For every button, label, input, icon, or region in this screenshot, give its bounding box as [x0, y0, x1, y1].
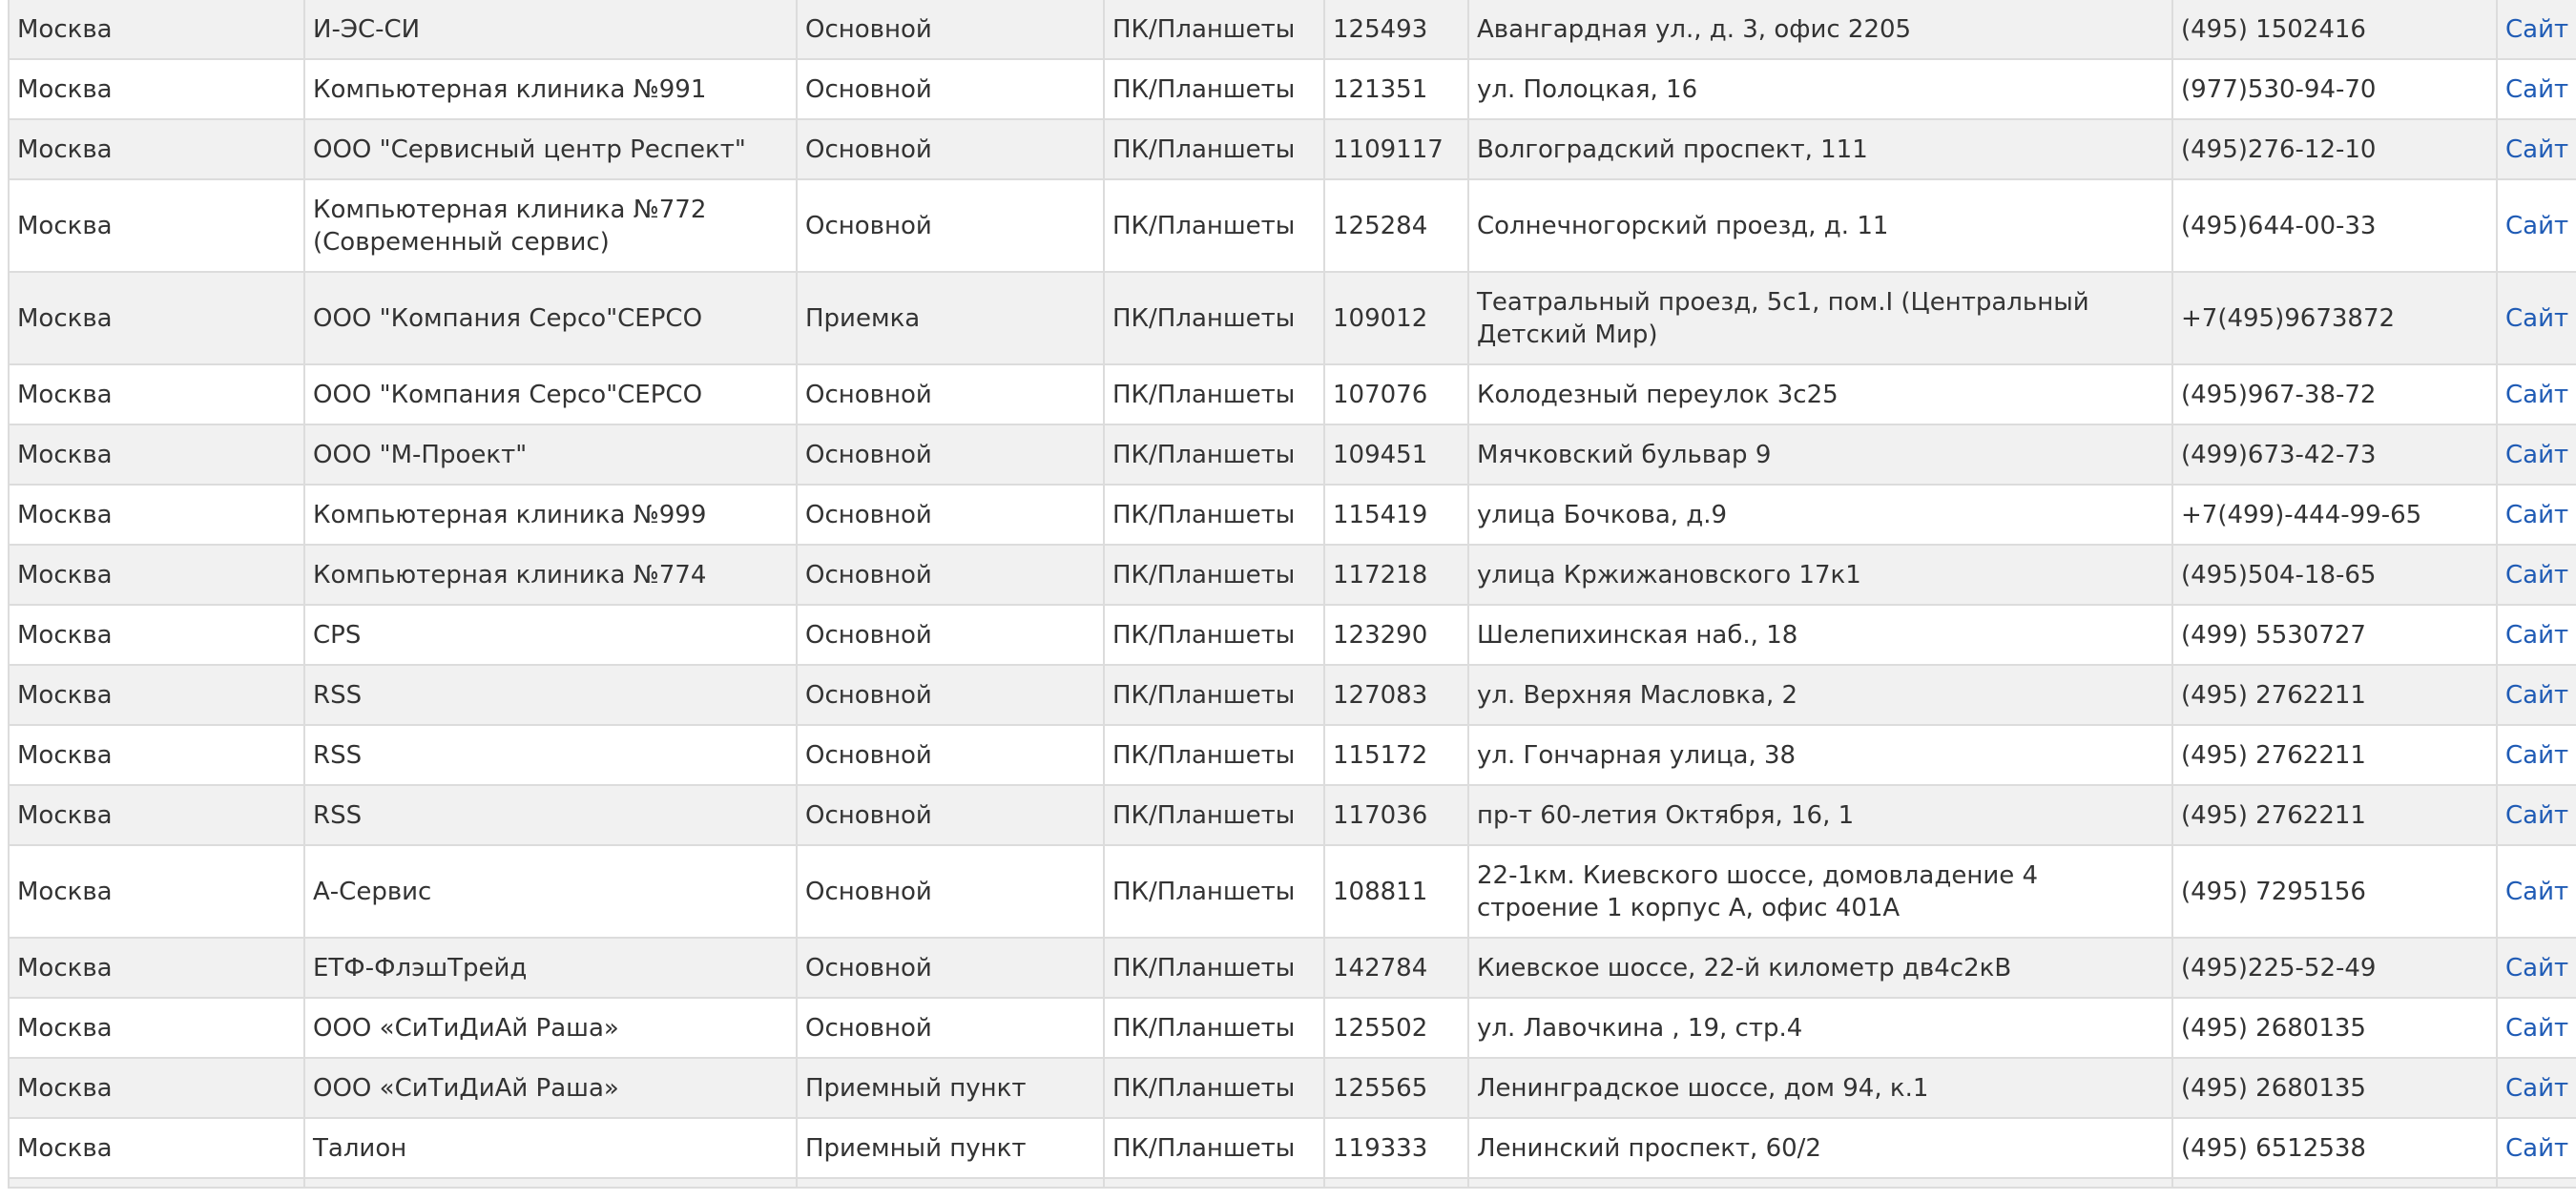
cell-service-center-name: ООО "Компания Серсо"СЕРСО: [304, 272, 797, 364]
cell-address: Солнечногорский проезд, д. 11: [1468, 179, 2172, 272]
cell-city: Москва: [9, 119, 304, 179]
site-link[interactable]: Сайт: [2505, 135, 2569, 164]
service-centers-table: [8, 0, 2576, 1189]
cell-site: [2497, 1118, 2576, 1178]
cell-postal-code: 125565: [1324, 1058, 1468, 1118]
cell-city: Москва: [9, 272, 304, 364]
cell-point-type: Основной: [797, 785, 1104, 845]
table-row: [9, 364, 2576, 424]
cell-category: ПК/Планшеты: [1104, 605, 1324, 665]
cell-postal-code: 107076: [1324, 364, 1468, 424]
cell-category: ПК/Планшеты: [1104, 119, 1324, 179]
cell-address: Киевское шоссе, 22-й километр дв4с2кВ: [1468, 938, 2172, 998]
cell-service-center-name: Компьютерная клиника №999: [304, 485, 797, 545]
cell-service-center-name: ООО "М-Проект": [304, 424, 797, 485]
cell-address: Шелепихинская наб., 18: [1468, 605, 2172, 665]
table-row: [9, 665, 2576, 725]
cell-address: 22-1км. Киевского шоссе, домовладение 4 строение 1 корпус А, офис 401А: [1468, 845, 2172, 938]
table-row: [9, 1058, 2576, 1118]
site-link[interactable]: Сайт: [2505, 1134, 2569, 1163]
cell-category: ПК/Планшеты: [1104, 424, 1324, 485]
cell-city: Москва: [9, 364, 304, 424]
cell-address: Ленинградское шоссе, дом 94, к.1: [1468, 1058, 2172, 1118]
cell-service-center-name: CPS: [304, 605, 797, 665]
cell-postal-code: 125493: [1324, 0, 1468, 59]
cell-phone: (495)504-18-65: [2172, 545, 2497, 605]
cell-site: [2497, 364, 2576, 424]
site-link[interactable]: Сайт: [2505, 304, 2569, 333]
cell-service-center-name: И-ЭС-СИ: [304, 0, 797, 59]
table-body: [9, 0, 2576, 1188]
site-link[interactable]: Сайт: [2505, 75, 2569, 104]
cell-address: улица Кржижановского 17к1: [1468, 545, 2172, 605]
partial-cell: [1104, 1178, 1324, 1188]
cell-address: ул. Лавочкина , 19, стр.4: [1468, 998, 2172, 1058]
cell-postal-code: 1109117: [1324, 119, 1468, 179]
cell-category: ПК/Планшеты: [1104, 485, 1324, 545]
partial-cell: [1324, 1178, 1468, 1188]
cell-point-type: Основной: [797, 485, 1104, 545]
partial-cell: [9, 1178, 304, 1188]
cell-category: ПК/Планшеты: [1104, 179, 1324, 272]
cell-postal-code: 127083: [1324, 665, 1468, 725]
cell-city: Москва: [9, 179, 304, 272]
cell-point-type: Основной: [797, 424, 1104, 485]
cell-point-type: Основной: [797, 845, 1104, 938]
cell-phone: +7(495)9673872: [2172, 272, 2497, 364]
cell-site: [2497, 485, 2576, 545]
cell-category: ПК/Планшеты: [1104, 938, 1324, 998]
cell-phone: (495)225-52-49: [2172, 938, 2497, 998]
cell-city: Москва: [9, 605, 304, 665]
cell-address: ул. Гончарная улица, 38: [1468, 725, 2172, 785]
cell-postal-code: 125502: [1324, 998, 1468, 1058]
partial-cell: [304, 1178, 797, 1188]
cell-category: ПК/Планшеты: [1104, 364, 1324, 424]
cell-city: Москва: [9, 1118, 304, 1178]
cell-address: пр-т 60-летия Октября, 16, 1: [1468, 785, 2172, 845]
cell-point-type: Основной: [797, 59, 1104, 119]
partial-cell: [2172, 1178, 2497, 1188]
cell-postal-code: 117218: [1324, 545, 1468, 605]
cell-city: Москва: [9, 0, 304, 59]
cell-site: [2497, 725, 2576, 785]
cell-postal-code: 125284: [1324, 179, 1468, 272]
cell-city: Москва: [9, 59, 304, 119]
cell-point-type: Основной: [797, 605, 1104, 665]
cell-site: [2497, 845, 2576, 938]
cell-category: ПК/Планшеты: [1104, 998, 1324, 1058]
service-centers-table-wrap: [8, 0, 2576, 1189]
cell-category: ПК/Планшеты: [1104, 845, 1324, 938]
cell-city: Москва: [9, 938, 304, 998]
cell-point-type: Основной: [797, 938, 1104, 998]
cell-service-center-name: ЕТФ-ФлэшТрейд: [304, 938, 797, 998]
cell-phone: (495) 2762211: [2172, 785, 2497, 845]
cell-postal-code: 115419: [1324, 485, 1468, 545]
cell-point-type: Основной: [797, 998, 1104, 1058]
cell-site: [2497, 545, 2576, 605]
cell-service-center-name: Талион: [304, 1118, 797, 1178]
cell-service-center-name: RSS: [304, 785, 797, 845]
table-row: [9, 485, 2576, 545]
site-link[interactable]: Сайт: [2505, 501, 2569, 529]
cell-service-center-name: RSS: [304, 725, 797, 785]
cell-point-type: Основной: [797, 665, 1104, 725]
cell-site: [2497, 119, 2576, 179]
table-row: [9, 938, 2576, 998]
cell-point-type: Приемный пункт: [797, 1118, 1104, 1178]
cell-phone: +7(499)-444-99-65: [2172, 485, 2497, 545]
cell-postal-code: 109451: [1324, 424, 1468, 485]
cell-phone: (495)276-12-10: [2172, 119, 2497, 179]
table-row: [9, 424, 2576, 485]
table-row: [9, 785, 2576, 845]
cell-address: Колодезный переулок 3с25: [1468, 364, 2172, 424]
cell-postal-code: 115172: [1324, 725, 1468, 785]
cell-city: Москва: [9, 845, 304, 938]
site-link[interactable]: Сайт: [2505, 212, 2569, 240]
cell-phone: (495) 7295156: [2172, 845, 2497, 938]
cell-phone: (499)673-42-73: [2172, 424, 2497, 485]
cell-postal-code: 108811: [1324, 845, 1468, 938]
cell-address: Авангардная ул., д. 3, офис 2205: [1468, 0, 2172, 59]
cell-city: Москва: [9, 725, 304, 785]
cell-address: Мячковский бульвар 9: [1468, 424, 2172, 485]
cell-postal-code: 121351: [1324, 59, 1468, 119]
table-row-partial: [9, 1178, 2576, 1188]
cell-service-center-name: RSS: [304, 665, 797, 725]
cell-category: ПК/Планшеты: [1104, 59, 1324, 119]
cell-city: Москва: [9, 1058, 304, 1118]
cell-service-center-name: Компьютерная клиника №774: [304, 545, 797, 605]
cell-category: ПК/Планшеты: [1104, 725, 1324, 785]
site-link[interactable]: Сайт: [2505, 954, 2569, 983]
cell-city: Москва: [9, 545, 304, 605]
cell-category: ПК/Планшеты: [1104, 0, 1324, 59]
cell-service-center-name: ООО «СиТиДиАй Раша»: [304, 1058, 797, 1118]
cell-point-type: Приемка: [797, 272, 1104, 364]
table-row: [9, 179, 2576, 272]
cell-category: ПК/Планшеты: [1104, 1118, 1324, 1178]
site-link[interactable]: Сайт: [2505, 621, 2569, 650]
cell-site: [2497, 179, 2576, 272]
cell-phone: (495)967-38-72: [2172, 364, 2497, 424]
site-link[interactable]: Сайт: [2505, 561, 2569, 590]
cell-city: Москва: [9, 785, 304, 845]
cell-phone: (495) 2680135: [2172, 1058, 2497, 1118]
cell-address: Ленинский проспект, 60/2: [1468, 1118, 2172, 1178]
partial-cell: [797, 1178, 1104, 1188]
cell-postal-code: 142784: [1324, 938, 1468, 998]
table-row: [9, 1118, 2576, 1178]
table-row: [9, 545, 2576, 605]
cell-phone: (495) 1502416: [2172, 0, 2497, 59]
cell-site: [2497, 938, 2576, 998]
table-row: [9, 0, 2576, 59]
cell-site: [2497, 272, 2576, 364]
cell-site: [2497, 424, 2576, 485]
site-link[interactable]: Сайт: [2505, 381, 2569, 409]
cell-service-center-name: А-Сервис: [304, 845, 797, 938]
cell-site: [2497, 605, 2576, 665]
cell-site: [2497, 998, 2576, 1058]
cell-address: ул. Полоцкая, 16: [1468, 59, 2172, 119]
site-link[interactable]: Сайт: [2505, 441, 2569, 469]
table-row: [9, 845, 2576, 938]
cell-site: [2497, 59, 2576, 119]
cell-service-center-name: Компьютерная клиника №991: [304, 59, 797, 119]
cell-category: ПК/Планшеты: [1104, 545, 1324, 605]
site-link[interactable]: Сайт: [2505, 1014, 2569, 1043]
cell-point-type: Основной: [797, 0, 1104, 59]
cell-phone: (977)530-94-70: [2172, 59, 2497, 119]
cell-city: Москва: [9, 485, 304, 545]
cell-service-center-name: Компьютерная клиника №772 (Современный сервис): [304, 179, 797, 272]
cell-phone: (495)644-00-33: [2172, 179, 2497, 272]
table-row: [9, 59, 2576, 119]
cell-point-type: Основной: [797, 545, 1104, 605]
cell-service-center-name: ООО «СиТиДиАй Раша»: [304, 998, 797, 1058]
cell-point-type: Основной: [797, 364, 1104, 424]
site-link[interactable]: Сайт: [2505, 1074, 2569, 1103]
cell-city: Москва: [9, 665, 304, 725]
table-row: [9, 605, 2576, 665]
cell-address: ул. Верхняя Масловка, 2: [1468, 665, 2172, 725]
table-row: [9, 725, 2576, 785]
cell-service-center-name: ООО "Компания Серсо"СЕРСО: [304, 364, 797, 424]
site-link[interactable]: Сайт: [2505, 801, 2569, 830]
cell-site: [2497, 1058, 2576, 1118]
partial-cell: [2497, 1178, 2576, 1188]
cell-address: Волгоградский проспект, 111: [1468, 119, 2172, 179]
cell-point-type: Приемный пункт: [797, 1058, 1104, 1118]
site-link[interactable]: Сайт: [2505, 681, 2569, 710]
cell-service-center-name: ООО "Сервисный центр Респект": [304, 119, 797, 179]
cell-phone: (495) 2680135: [2172, 998, 2497, 1058]
cell-site: [2497, 0, 2576, 59]
table-row: [9, 119, 2576, 179]
site-link[interactable]: Сайт: [2505, 741, 2569, 770]
cell-category: ПК/Планшеты: [1104, 665, 1324, 725]
cell-city: Москва: [9, 998, 304, 1058]
cell-postal-code: 117036: [1324, 785, 1468, 845]
cell-postal-code: 123290: [1324, 605, 1468, 665]
cell-category: ПК/Планшеты: [1104, 272, 1324, 364]
table-row: [9, 272, 2576, 364]
cell-site: [2497, 785, 2576, 845]
cell-phone: (499) 5530727: [2172, 605, 2497, 665]
cell-phone: (495) 2762211: [2172, 665, 2497, 725]
cell-point-type: Основной: [797, 725, 1104, 785]
cell-postal-code: 119333: [1324, 1118, 1468, 1178]
site-link[interactable]: Сайт: [2505, 878, 2569, 906]
site-link[interactable]: Сайт: [2505, 15, 2569, 44]
cell-point-type: Основной: [797, 179, 1104, 272]
cell-site: [2497, 665, 2576, 725]
table-row: [9, 998, 2576, 1058]
cell-phone: (495) 6512538: [2172, 1118, 2497, 1178]
cell-phone: (495) 2762211: [2172, 725, 2497, 785]
cell-city: Москва: [9, 424, 304, 485]
cell-category: ПК/Планшеты: [1104, 1058, 1324, 1118]
cell-point-type: Основной: [797, 119, 1104, 179]
cell-postal-code: 109012: [1324, 272, 1468, 364]
cell-address: улица Бочкова, д.9: [1468, 485, 2172, 545]
cell-category: ПК/Планшеты: [1104, 785, 1324, 845]
cell-address: Театральный проезд, 5с1, пом.I (Центральный Детский Мир): [1468, 272, 2172, 364]
partial-cell: [1468, 1178, 2172, 1188]
